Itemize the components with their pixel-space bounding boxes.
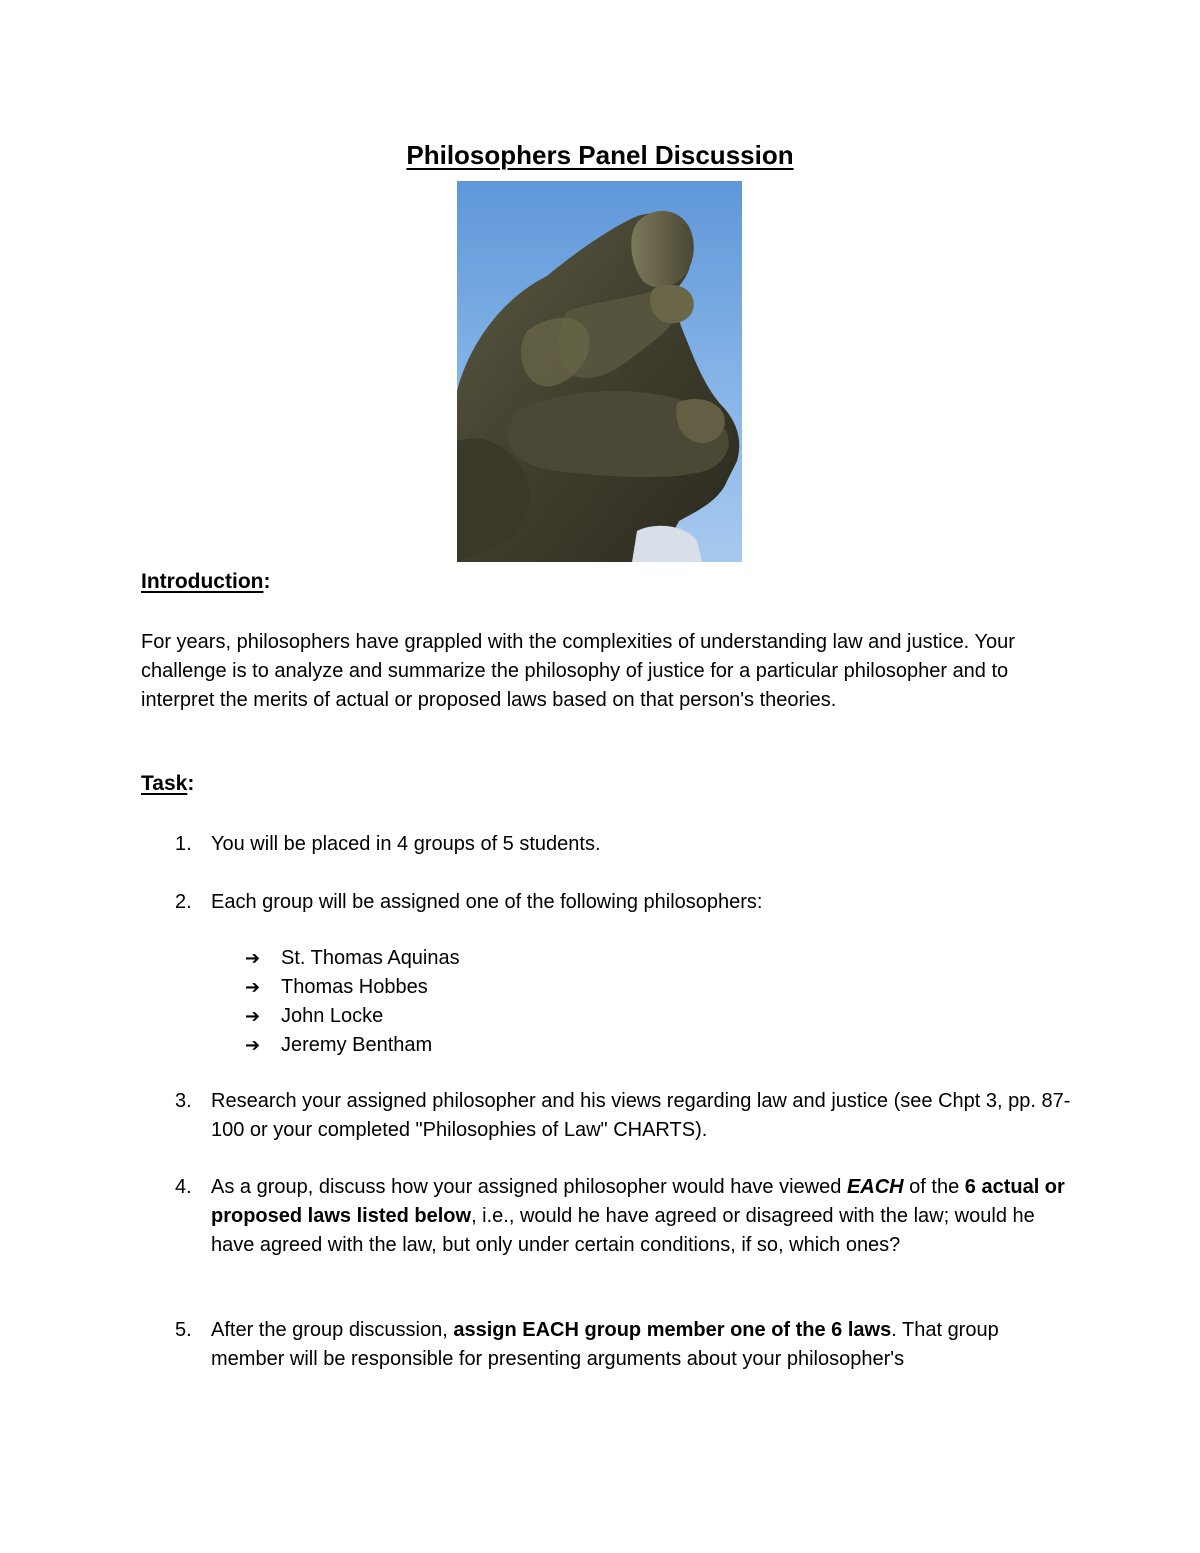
task-item-text-part: As a group, discuss how your assigned philosopher would have viewed	[211, 1176, 847, 1198]
page-title: Philosophers Panel Discussion	[406, 140, 794, 170]
arrow-icon: ➔	[245, 977, 261, 998]
arrow-icon: ➔	[245, 1035, 261, 1056]
introduction-heading-colon: :	[263, 570, 271, 593]
task-item-emphasis: EACH	[846, 1176, 904, 1198]
task-item-text	[211, 1173, 1071, 1260]
philosopher-list-item	[245, 1031, 460, 1060]
introduction-heading	[141, 570, 270, 594]
philosopher-name: Jeremy Bentham	[281, 1034, 433, 1056]
philosopher-list-item	[245, 1002, 460, 1031]
task-item-number: 4.	[175, 1176, 192, 1198]
introduction-paragraph: For years, philosophers have grappled with the complexities of understanding law and justice. Your challenge is to analyze and summarize the philosophy of justice for a particular philosopher and to interpret the merits of actual or proposed laws based on that person's theories.	[141, 631, 1015, 711]
task-item-text-part: of the	[903, 1176, 965, 1198]
task-item-text	[211, 1316, 1071, 1374]
task-item-bold: assign EACH group member one of the 6 laws	[453, 1319, 892, 1341]
arrow-icon: ➔	[245, 948, 261, 969]
introduction-heading-label: Introduction	[141, 570, 264, 593]
philosopher-list-item	[245, 973, 460, 1002]
arrow-icon: ➔	[245, 1006, 261, 1027]
task-item-number: 1.	[175, 833, 192, 855]
task-item-number: 2.	[175, 891, 192, 913]
philosopher-name: St. Thomas Aquinas	[281, 947, 460, 969]
philosopher-list	[245, 944, 460, 1060]
task-item-text-part: After the group discussion,	[211, 1319, 454, 1341]
task-heading-label: Task	[141, 772, 188, 795]
task-item-number: 5.	[175, 1319, 192, 1341]
task-item-text: You will be placed in 4 groups of 5 students.	[211, 833, 601, 855]
task-item-number: 3.	[175, 1090, 192, 1112]
task-item-text-part: . That group member will be responsible for presenting arguments about your philosopher's	[211, 1319, 999, 1370]
statue-image	[457, 181, 742, 562]
philosopher-name: Thomas Hobbes	[281, 976, 428, 998]
task-item-text: Each group will be assigned one of the following philosophers:	[211, 891, 763, 913]
task-item-bold: 6 actual or proposed laws listed below	[211, 1176, 1065, 1227]
philosopher-name: John Locke	[281, 1005, 384, 1027]
thinker-statue-photo	[457, 181, 742, 562]
task-heading-colon: :	[187, 772, 195, 795]
task-heading	[141, 772, 194, 796]
philosopher-list-item	[245, 944, 460, 973]
task-item-text-part: , i.e., would he have agreed or disagreed with the law; would he have agreed with the law, but only under certain conditions, if so, which ones?	[211, 1205, 1035, 1256]
task-item-text: Research your assigned philosopher and his views regarding law and justice (see Chpt 3, pp. 87-100 or your completed "Philosophies of Law" CHARTS).	[211, 1090, 1071, 1141]
